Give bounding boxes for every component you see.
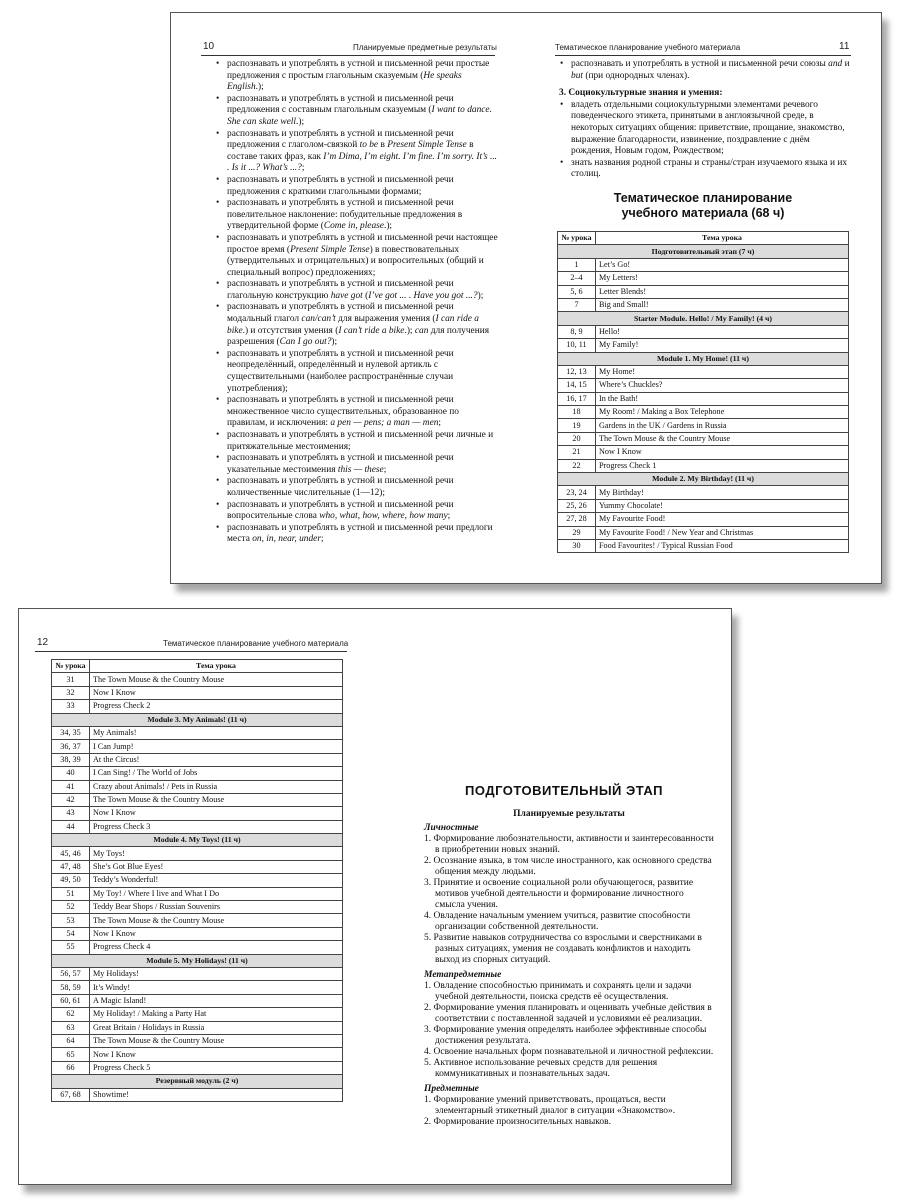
col-header-num: № урока: [52, 660, 90, 673]
table-row: [52, 700, 343, 713]
table-row: [558, 446, 849, 459]
lesson-number: 22: [558, 459, 596, 472]
table-row: [558, 486, 849, 499]
running-header: Тематическое планирование учебного материала: [163, 639, 349, 648]
lesson-number: 45, 46: [52, 847, 90, 860]
table-row: [52, 994, 343, 1007]
table-row: [558, 258, 849, 271]
table-row: [52, 860, 343, 873]
module-row: [558, 245, 849, 258]
module-title: Резервный модуль (2 ч): [52, 1075, 343, 1088]
lesson-topic: Great Britain / Holidays in Russia: [90, 1021, 343, 1034]
table-row: [52, 793, 343, 806]
lesson-number: 5, 6: [558, 285, 596, 298]
table-row: [52, 967, 343, 980]
lesson-topic: Big and Small!: [596, 298, 849, 311]
table-title-line-2: учебного материала (68 ч): [621, 206, 785, 220]
table-row: [52, 673, 343, 686]
col-header-topic: Тема урока: [90, 660, 343, 673]
bullet-item: • распознавать и употреблять в устной и письменной речи предложения с краткими глагольными формами;: [215, 175, 499, 198]
table-row: [52, 927, 343, 940]
result-item: 4. Овладение начальным умением учиться, развитие способности организации собственной деятельности.: [424, 911, 691, 932]
module-row: [52, 1075, 343, 1088]
bullet-item: • распознавать и употреблять в устной и письменной речи глагольную конструкцию have got (I’ve got ... . Have you got ...?);: [215, 279, 499, 302]
table-row: [558, 365, 849, 378]
result-item: 3. Формирование умения определять наиболее эффективные способы достижения результата.: [424, 1025, 707, 1046]
spread-pages-10-11: [170, 12, 882, 584]
module-title: Module 4. My Toys! (11 ч): [52, 834, 343, 847]
lesson-topic: Progress Check 1: [596, 459, 849, 472]
lesson-topic: Progress Check 4: [90, 941, 343, 954]
lesson-number: 19: [558, 419, 596, 432]
lesson-topic: Where’s Chuckles?: [596, 379, 849, 392]
bullet-item: • распознавать и употреблять в устной и письменной речи предложения с составным глагольным сказуемым (I want to dance. She can skate well.);: [215, 94, 499, 129]
lesson-number: 63: [52, 1021, 90, 1034]
lesson-topic: Let’s Go!: [596, 258, 849, 271]
lesson-topic: My Holidays!: [90, 967, 343, 980]
results-list: [424, 1095, 714, 1128]
section-heading: 3. Социокультурные знания и умения:: [559, 88, 723, 99]
bullet-item: • распознавать и употреблять в устной и письменной речи личные и притяжательные местоимения;: [215, 430, 499, 453]
table-row: [558, 432, 849, 445]
lesson-number: 55: [52, 941, 90, 954]
table-row: [52, 1034, 343, 1047]
result-item: 1. Формирование умений приветствовать, прощаться, вести элементарный этикетный диалог в ситуации «Знакомство».: [424, 1095, 676, 1116]
lesson-number: 7: [558, 298, 596, 311]
module-title: Starter Module. Hello! / My Family! (4 ч): [558, 312, 849, 325]
lesson-number: 40: [52, 767, 90, 780]
lesson-number: 64: [52, 1034, 90, 1047]
lesson-number: 67, 68: [52, 1088, 90, 1101]
table-row: [558, 339, 849, 352]
module-title: Подготовительный этап (7 ч): [558, 245, 849, 258]
lesson-number: 38, 39: [52, 753, 90, 766]
lesson-topic: Progress Check 2: [90, 700, 343, 713]
table-row: [52, 807, 343, 820]
lesson-number: 14, 15: [558, 379, 596, 392]
results-groups: [424, 823, 714, 1128]
lesson-topic: My Favourite Food! / New Year and Christmas: [596, 526, 849, 539]
lesson-topic: My Toy! / Where I live and What I Do: [90, 887, 343, 900]
lesson-topic: The Town Mouse & the Country Mouse: [90, 914, 343, 927]
lesson-number: 12, 13: [558, 365, 596, 378]
page-number: 11: [839, 41, 850, 52]
lesson-number: 65: [52, 1048, 90, 1061]
table-row: [52, 1021, 343, 1034]
lesson-topic: My Favourite Food!: [596, 513, 849, 526]
module-row: [52, 954, 343, 967]
result-item: 2. Формирование произносительных навыков.: [424, 1117, 612, 1127]
table-row: [52, 914, 343, 927]
results-category: Предметные: [424, 1084, 479, 1094]
lesson-plan-table: [51, 659, 343, 1102]
table-row: [558, 526, 849, 539]
lesson-number: 20: [558, 432, 596, 445]
bullet-item: • распознавать и употреблять в устной и письменной речи предложения с глаголом-связкой to be в Present Simple Tense в составе таких фраз, как I’m Dima, I’m eight. I’m fine. I’m sorry. It’s ... . Is it ...? What’s ...?;: [215, 129, 499, 175]
table-row: [52, 740, 343, 753]
table-row: [558, 419, 849, 432]
lesson-number: 47, 48: [52, 860, 90, 873]
module-title: Module 5. My Holidays! (11 ч): [52, 954, 343, 967]
table-row: [52, 726, 343, 739]
lesson-topic: The Town Mouse & the Country Mouse: [90, 1034, 343, 1047]
bullet-item: • распознавать и употреблять в устной и письменной речи модальный глагол can/can’t для выражения умения (I can ride a bike.) и отсутствия умения (I can’t ride a bike.); can для получения разрешения (Can I go out?);: [215, 302, 499, 348]
lesson-topic: A Magic Island!: [90, 994, 343, 1007]
lesson-number: 53: [52, 914, 90, 927]
module-row: [52, 713, 343, 726]
table-row: [558, 272, 849, 285]
table-row: [52, 1008, 343, 1021]
lesson-topic: My Letters!: [596, 272, 849, 285]
lesson-plan-table: [557, 231, 849, 553]
lesson-topic: The Town Mouse & the Country Mouse: [596, 432, 849, 445]
module-row: [558, 352, 849, 365]
section-subtitle: Планируемые результаты: [513, 809, 625, 819]
bullet-item: • распознавать и употреблять в устной и письменной речи настоящее простое время (Present Simple Tense) в повествовательных (утвердительных и отрицательных) и вопросительных (общий и специальный вопрос) предложениях;: [215, 233, 499, 279]
bullet-item: • распознавать и употреблять в устной и письменной речи предлоги места on, in, near, under;: [215, 523, 499, 546]
lesson-topic: Progress Check 3: [90, 820, 343, 833]
lesson-topic: Now I Know: [90, 927, 343, 940]
lesson-number: 21: [558, 446, 596, 459]
lesson-number: 51: [52, 887, 90, 900]
lesson-number: 8, 9: [558, 325, 596, 338]
lesson-number: 2–4: [558, 272, 596, 285]
lesson-topic: She’s Got Blue Eyes!: [90, 860, 343, 873]
lesson-topic: Teddy’s Wonderful!: [90, 874, 343, 887]
lesson-number: 23, 24: [558, 486, 596, 499]
bullet-item: • распознавать и употреблять в устной и письменной речи повелительное наклонение: побудительные предложения в утвердительной форме (Come in, please.);: [215, 198, 499, 233]
lesson-topic: The Town Mouse & the Country Mouse: [90, 793, 343, 806]
result-item: 2. Осознание языка, в том числе иностранного, как основного средства общения между людьми.: [424, 856, 712, 877]
module-title: Module 1. My Home! (11 ч): [558, 352, 849, 365]
table-row: [558, 513, 849, 526]
lesson-number: 27, 28: [558, 513, 596, 526]
header-rule: [555, 55, 851, 56]
lesson-topic: Now I Know: [90, 686, 343, 699]
lesson-number: 31: [52, 673, 90, 686]
lesson-number: 36, 37: [52, 740, 90, 753]
lesson-number: 30: [558, 539, 596, 552]
lesson-topic: Showtime!: [90, 1088, 343, 1101]
module-title: Module 2. My Birthday! (11 ч): [558, 473, 849, 486]
bullet-item: • распознавать и употреблять в устной и письменной речи неопределённый, определённый и нулевой артикль с существительными (наиболее распространённые случаи употребления);: [215, 349, 499, 395]
lesson-topic: Now I Know: [596, 446, 849, 459]
lesson-number: 16, 17: [558, 392, 596, 405]
table-row: [558, 285, 849, 298]
lesson-number: 32: [52, 686, 90, 699]
lesson-number: 18: [558, 406, 596, 419]
bullet-item: • распознавать и употреблять в устной и письменной речи простые предложения с простым глагольным сказуемым (He speaks English.);: [215, 59, 499, 94]
table-title-line-1: Тематическое планирование: [613, 191, 793, 205]
header-rule: [35, 651, 347, 652]
table-row: [52, 767, 343, 780]
lesson-topic: My Home!: [596, 365, 849, 378]
lesson-topic: Food Favourites! / Typical Russian Food: [596, 539, 849, 552]
result-item: 1. Формирование любознательности, активности и заинтересованности в приобретении новых знаний.: [424, 834, 714, 855]
lesson-number: 10, 11: [558, 339, 596, 352]
table-row: [558, 379, 849, 392]
results-list: [424, 834, 714, 966]
lesson-number: 49, 50: [52, 874, 90, 887]
lesson-topic: My Birthday!: [596, 486, 849, 499]
bullet-item: • распознавать и употреблять в устной и письменной речи союзы and и but (при однородных членах).: [559, 59, 851, 82]
table-row: [52, 901, 343, 914]
lesson-topic: At the Circus!: [90, 753, 343, 766]
bullet-list: [559, 100, 851, 181]
results-category: Личностные: [424, 823, 479, 833]
running-header: Планируемые предметные результаты: [353, 43, 497, 52]
table-row: [52, 874, 343, 887]
bullet-list: [215, 59, 499, 546]
table-row: [52, 847, 343, 860]
lesson-topic: Now I Know: [90, 1048, 343, 1061]
lesson-topic: My Animals!: [90, 726, 343, 739]
bullet-list: [559, 59, 851, 82]
result-item: 5. Активное использование речевых средств для решения коммуникативных и познавательных задач.: [424, 1058, 658, 1079]
lesson-topic: Hello!: [596, 325, 849, 338]
table-row: [558, 539, 849, 552]
lesson-number: 60, 61: [52, 994, 90, 1007]
table-row: [558, 298, 849, 311]
lesson-topic: The Town Mouse & the Country Mouse: [90, 673, 343, 686]
table-row: [558, 392, 849, 405]
lesson-number: 41: [52, 780, 90, 793]
results-category: Метапредметные: [424, 970, 502, 980]
header-rule: [201, 55, 495, 56]
running-header: Тематическое планирование учебного материала: [555, 43, 741, 52]
lesson-topic: My Family!: [596, 339, 849, 352]
results-list: [424, 981, 714, 1080]
spread-pages-12-13: [18, 608, 732, 1185]
chapter-title: ПОДГОТОВИТЕЛЬНЫЙ ЭТАП: [465, 783, 663, 798]
lesson-number: 54: [52, 927, 90, 940]
lesson-topic: My Holiday! / Making a Party Hat: [90, 1008, 343, 1021]
lesson-topic: Letter Blends!: [596, 285, 849, 298]
module-title: Module 3. My Animals! (11 ч): [52, 713, 343, 726]
lesson-number: 44: [52, 820, 90, 833]
lesson-number: 1: [558, 258, 596, 271]
lesson-topic: Progress Check 5: [90, 1061, 343, 1074]
page-number: 10: [203, 41, 215, 52]
table-row: [558, 325, 849, 338]
lesson-number: 56, 57: [52, 967, 90, 980]
lesson-topic: In the Bath!: [596, 392, 849, 405]
table-row: [558, 499, 849, 512]
lesson-topic: I Can Sing! / The World of Jobs: [90, 767, 343, 780]
table-row: [52, 981, 343, 994]
table-row: [52, 686, 343, 699]
table-row: [52, 1061, 343, 1074]
result-item: 3. Принятие и освоение социальной роли обучающегося, развитие мотивов учебной деятельности и формирование личностного смысла учения.: [424, 878, 694, 910]
bullet-item: • распознавать и употреблять в устной и письменной речи указательные местоимения this — these;: [215, 453, 499, 476]
module-row: [52, 834, 343, 847]
result-item: 4. Освоение начальных форм познавательной и личностной рефлексии.: [424, 1047, 714, 1057]
table-row: [52, 1048, 343, 1061]
result-item: 2. Формирование умения планировать и оценивать учебные действия в соответствии с поставленной задачей и условиями её реализации.: [424, 1003, 712, 1024]
bullet-item: • владеть отдельными социокультурными элементами речевого поведенческого этикета, принятыми в англоязычной среде, в некоторых ситуациях общения: приветствие, прощание, знакомство, выражение благодарности, извинение, поздравление с днём рождения, Новым годом, Рождеством;: [559, 100, 851, 158]
lesson-number: 25, 26: [558, 499, 596, 512]
lesson-topic: Crazy about Animals! / Pets in Russia: [90, 780, 343, 793]
table-row: [52, 1088, 343, 1101]
lesson-number: 29: [558, 526, 596, 539]
lesson-topic: My Toys!: [90, 847, 343, 860]
lesson-topic: Yummy Chocolate!: [596, 499, 849, 512]
lesson-number: 62: [52, 1008, 90, 1021]
lesson-topic: I Can Jump!: [90, 740, 343, 753]
page-13-body: [424, 801, 714, 1128]
table-row: [52, 753, 343, 766]
lesson-number: 43: [52, 807, 90, 820]
bullet-item: • распознавать и употреблять в устной и письменной речи вопросительные слова who, what, how, where, how many;: [215, 500, 499, 523]
module-row: [558, 312, 849, 325]
bullet-item: • распознавать и употреблять в устной и письменной речи количественные числительные (1—12);: [215, 476, 499, 499]
bullet-item: • распознавать и употреблять в устной и письменной речи множественное число существительных, образованное по правилам, и исключения: a pen — pens; a man — men;: [215, 395, 499, 430]
lesson-number: 42: [52, 793, 90, 806]
page-11-body: [559, 59, 851, 181]
col-header-num: № урока: [558, 232, 596, 245]
lesson-topic: It’s Windy!: [90, 981, 343, 994]
table-row: [52, 941, 343, 954]
lesson-topic: Gardens in the UK / Gardens in Russia: [596, 419, 849, 432]
page-number: 12: [37, 637, 49, 648]
table-row: [52, 780, 343, 793]
lesson-topic: Teddy Bear Shops / Russian Souvenirs: [90, 901, 343, 914]
lesson-topic: Now I Know: [90, 807, 343, 820]
lesson-number: 52: [52, 901, 90, 914]
table-row: [558, 459, 849, 472]
lesson-topic: My Room! / Making a Box Telephone: [596, 406, 849, 419]
result-item: 1. Овладение способностью принимать и сохранять цели и задачи учебной деятельности, поиска средств её осуществления.: [424, 981, 692, 1002]
bullet-item: • знать названия родной страны и страны/стран изучаемого языка и их столиц.: [559, 158, 851, 181]
lesson-number: 58, 59: [52, 981, 90, 994]
lesson-number: 34, 35: [52, 726, 90, 739]
table-row: [52, 887, 343, 900]
table-row: [52, 820, 343, 833]
table-row: [558, 406, 849, 419]
module-row: [558, 473, 849, 486]
col-header-topic: Тема урока: [596, 232, 849, 245]
lesson-number: 66: [52, 1061, 90, 1074]
result-item: 5. Развитие навыков сотрудничества со взрослыми и сверстниками в разных ситуациях, умения не создавать конфликтов и находить выход из спорных ситуаций.: [424, 933, 702, 965]
table-title: [555, 191, 851, 221]
lesson-number: 33: [52, 700, 90, 713]
